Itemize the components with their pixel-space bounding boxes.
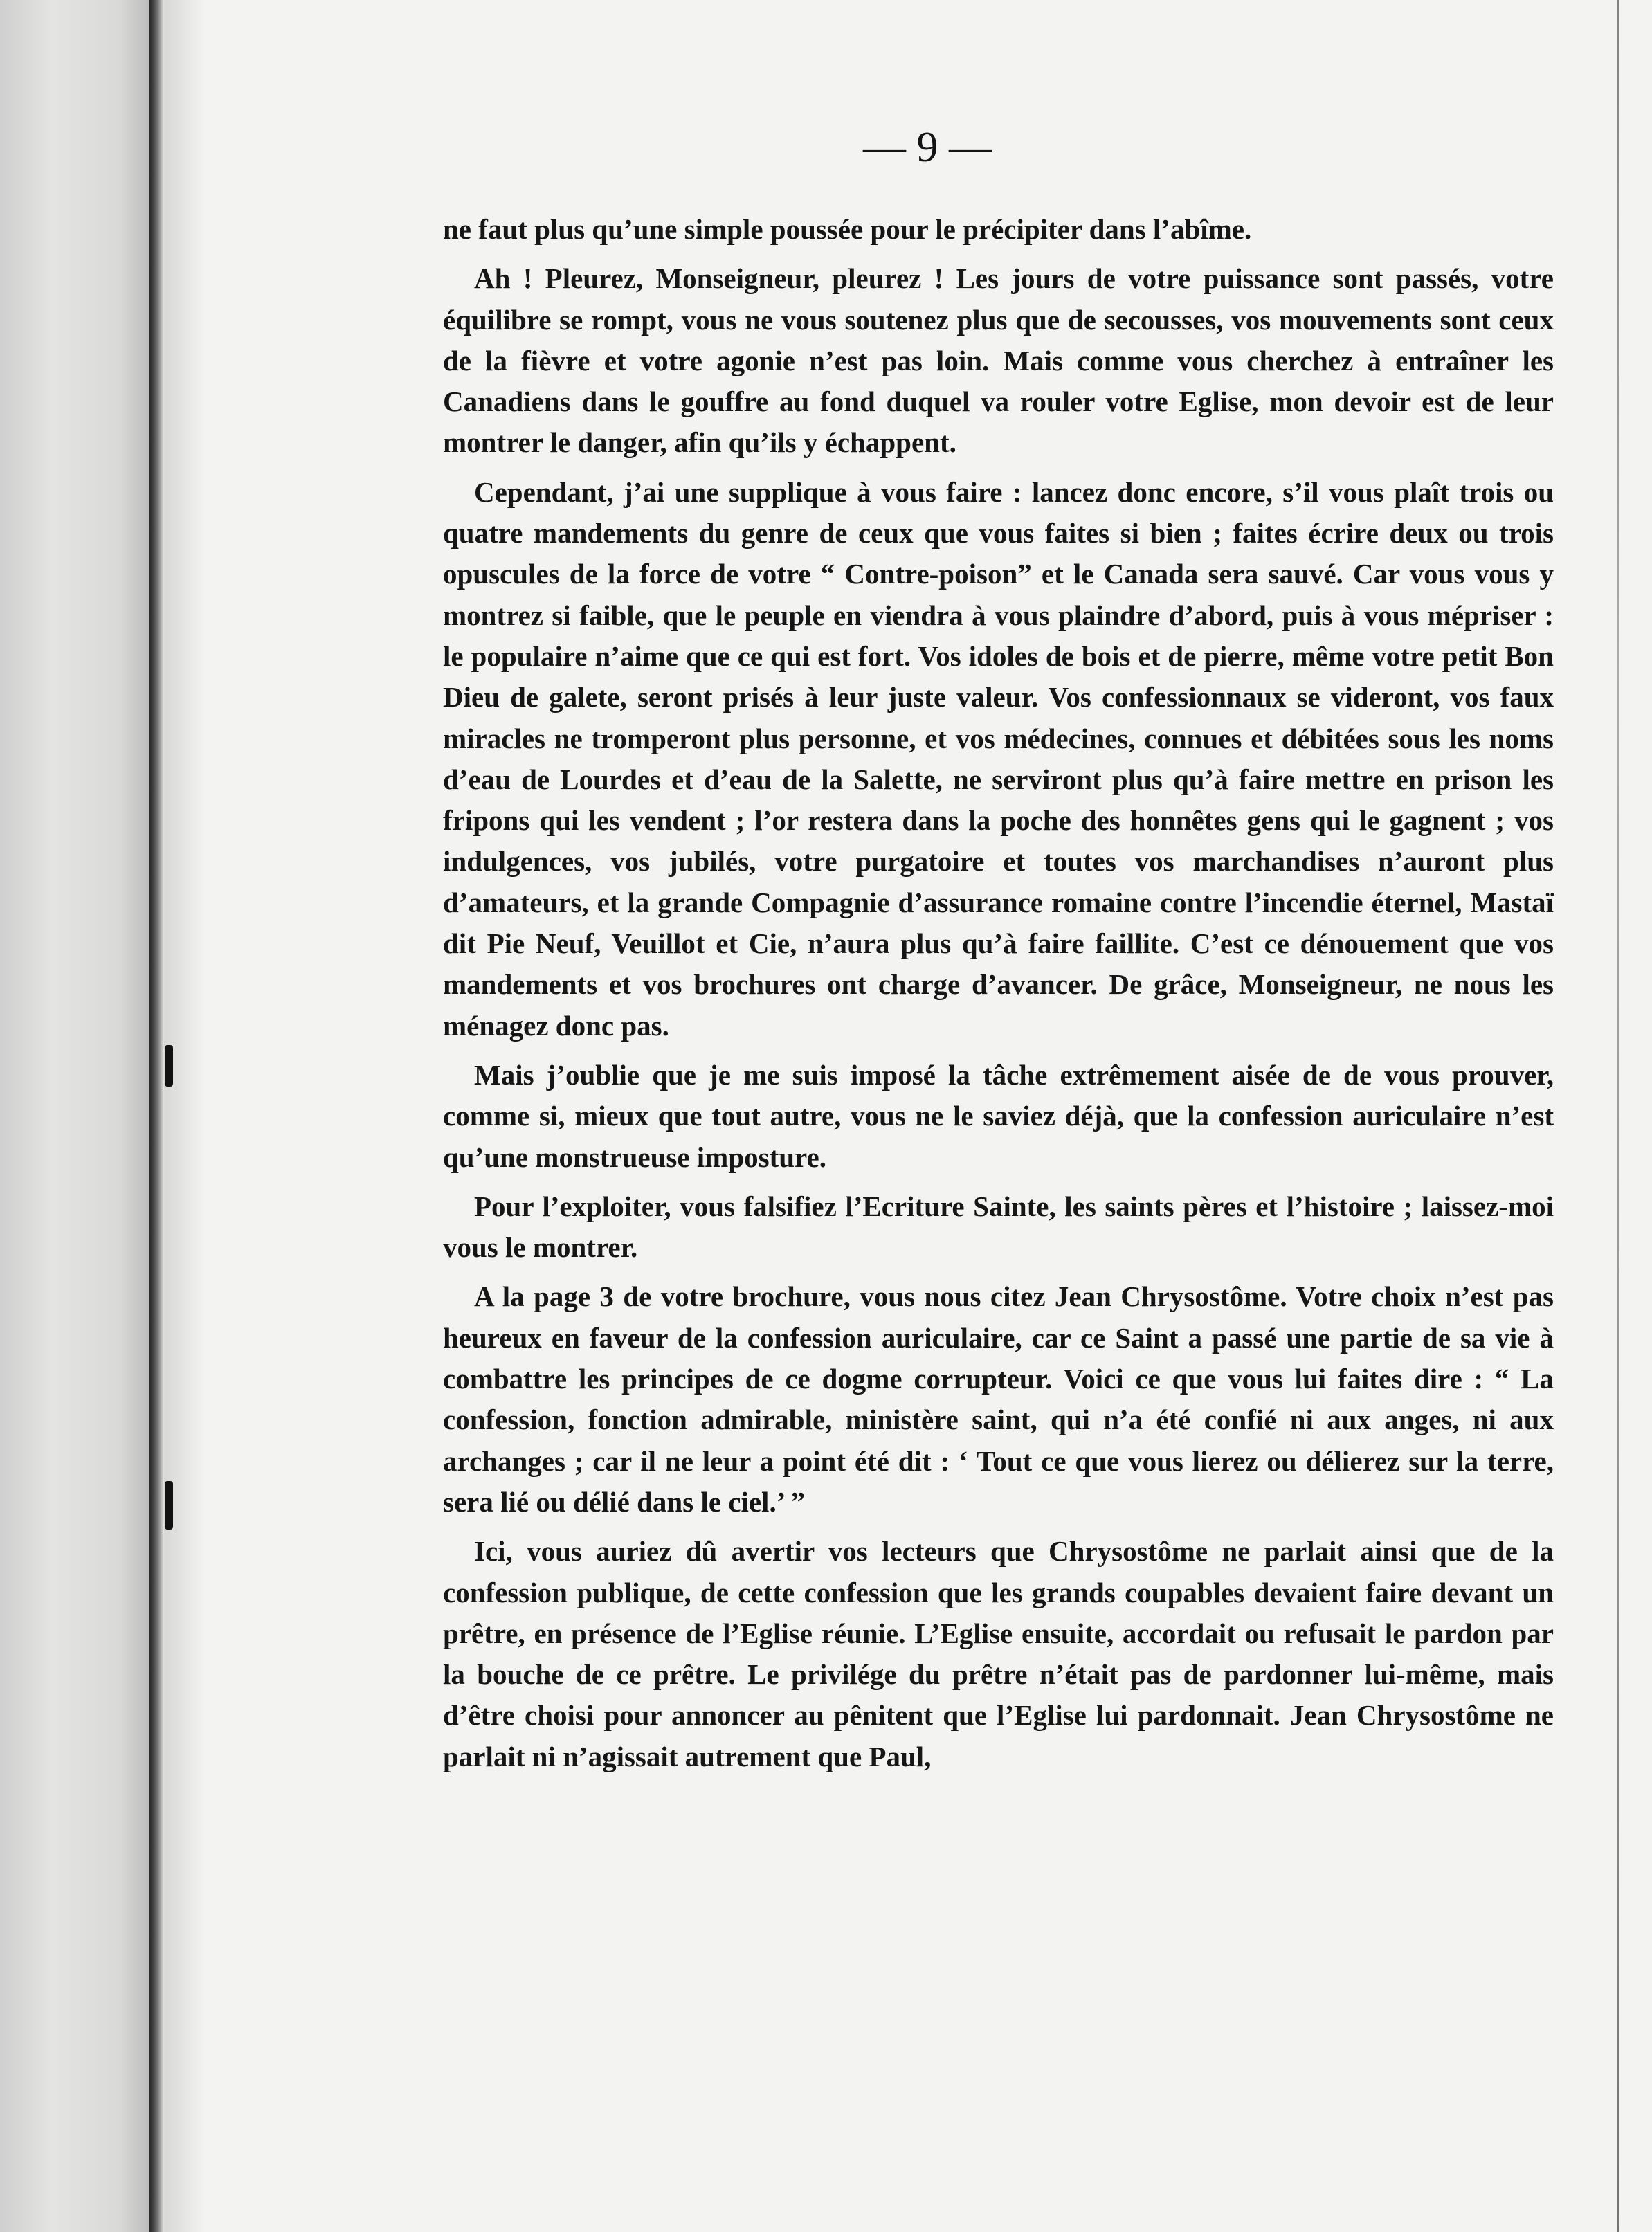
paragraph: Cependant, j’ai une supplique à vous faire : lancez donc encore, s’il vous plaît trois ou quatre mandements du genre de ceux que vous faites si bien ; faites écrire deux ou trois opuscules de la force de votre “ Contre-poison” et le Canada sera sauvé. Car vous vous y montrez si faible, que le peuple en viendra à vous plaindre d’abord, puis à vous mépriser : le populaire n’aime que ce qui est fort. Vos idoles de bois et de pierre, même votre petit Bon Dieu de galete, seront prisés à leur juste valeur. Vos confessionnaux se videront, vos faux miracles ne tromperont plus personne, et vos médecines, connues et débitées sous les noms d’eau de Lourdes et d’eau de la Salette, ne serviront plus qu’à faire mettre en prison les fripons qui les vendent ; l’or restera dans la poche des honnêtes gens qui le gagnent ; vos indulgences, vos jubilés, votre purgatoire et toutes vos marchandises n’auront plus d’amateurs, et la grande Compagnie d’assurance romaine contre l’incendie éternel, Mastaï dit Pie Neuf, Veuillot et Cie, n’aura plus qu’à faire faillite. C’est ce dénouement que vos mandements et vos brochures ont charge d’avancer. De grâce, Monseigneur, ne nous les ménagez donc pas. (443, 475, 1554, 1042)
page-number: — 9 — (863, 124, 992, 171)
binding-fade (164, 0, 206, 2232)
page-right-edge (1617, 0, 1619, 2232)
body-text (443, 209, 1554, 1786)
binding-shadow (0, 0, 149, 2232)
binding-edge (149, 0, 164, 2232)
binding-mark (165, 1045, 173, 1087)
paragraph: A la page 3 de votre brochure, vous nous citez Jean Chrysostôme. Votre choix n’est pas heureux en faveur de la confession auriculaire, car ce Saint a passé une partie de sa vie à combattre les principes de ce dogme corrupteur. Voici ce que vous lui faites dire : “ La confession, fonction admirable, ministère saint, qui n’a été confié ni aux anges, ni aux archanges ; car il ne leur a point été dit : ‘ Tout ce que vous lierez ou délierez sur la terre, sera lié ou délié dans le ciel.’ ” (443, 1280, 1554, 1518)
paragraph: Pour l’exploiter, vous falsifiez l’Ecriture Sainte, les saints pères et l’histoire ; laissez-moi vous le montrer. (443, 1190, 1554, 1264)
paragraph: Mais j’oublie que je me suis imposé la tâche extrêmement aisée de de vous prouver, comme si, mieux que tout autre, vous ne le saviez déjà, que la confession auriculaire n’est qu’une monstrueuse imposture. (443, 1058, 1554, 1173)
paragraph: Ah ! Pleurez, Monseigneur, pleurez ! Les jours de votre puissance sont passés, votre équilibre se rompt, vous ne vous soutenez plus que de secousses, vos mouvements sont ceux de la fièvre et votre agonie n’est pas loin. Mais comme vous cherchez à entraîner les Canadiens dans le gouffre au fond duquel va rouler votre Eglise, mon devoir est de leur montrer le danger, afin qu’ils y échappent. (443, 262, 1554, 459)
paragraph: ne faut plus qu’une simple poussée pour le précipiter dans l’abîme. (443, 213, 1252, 245)
paragraph: Ici, vous auriez dû avertir vos lecteurs que Chrysostôme ne parlait ainsi que de la confession publique, de cette confession que les grands coupables devaient faire devant un prêtre, en présence de l’Eglise réunie. L’Eglise ensuite, accordait ou refusait le pardon par la bouche de ce prêtre. Le privilége du prêtre n’était pas de pardonner lui-même, mais d’être choisi pour annoncer au pênitent que l’Eglise lui pardonnait. Jean Chrysostôme ne parlait ni n’agissait autrement que Paul, (443, 1535, 1554, 1772)
binding-mark (165, 1481, 173, 1530)
